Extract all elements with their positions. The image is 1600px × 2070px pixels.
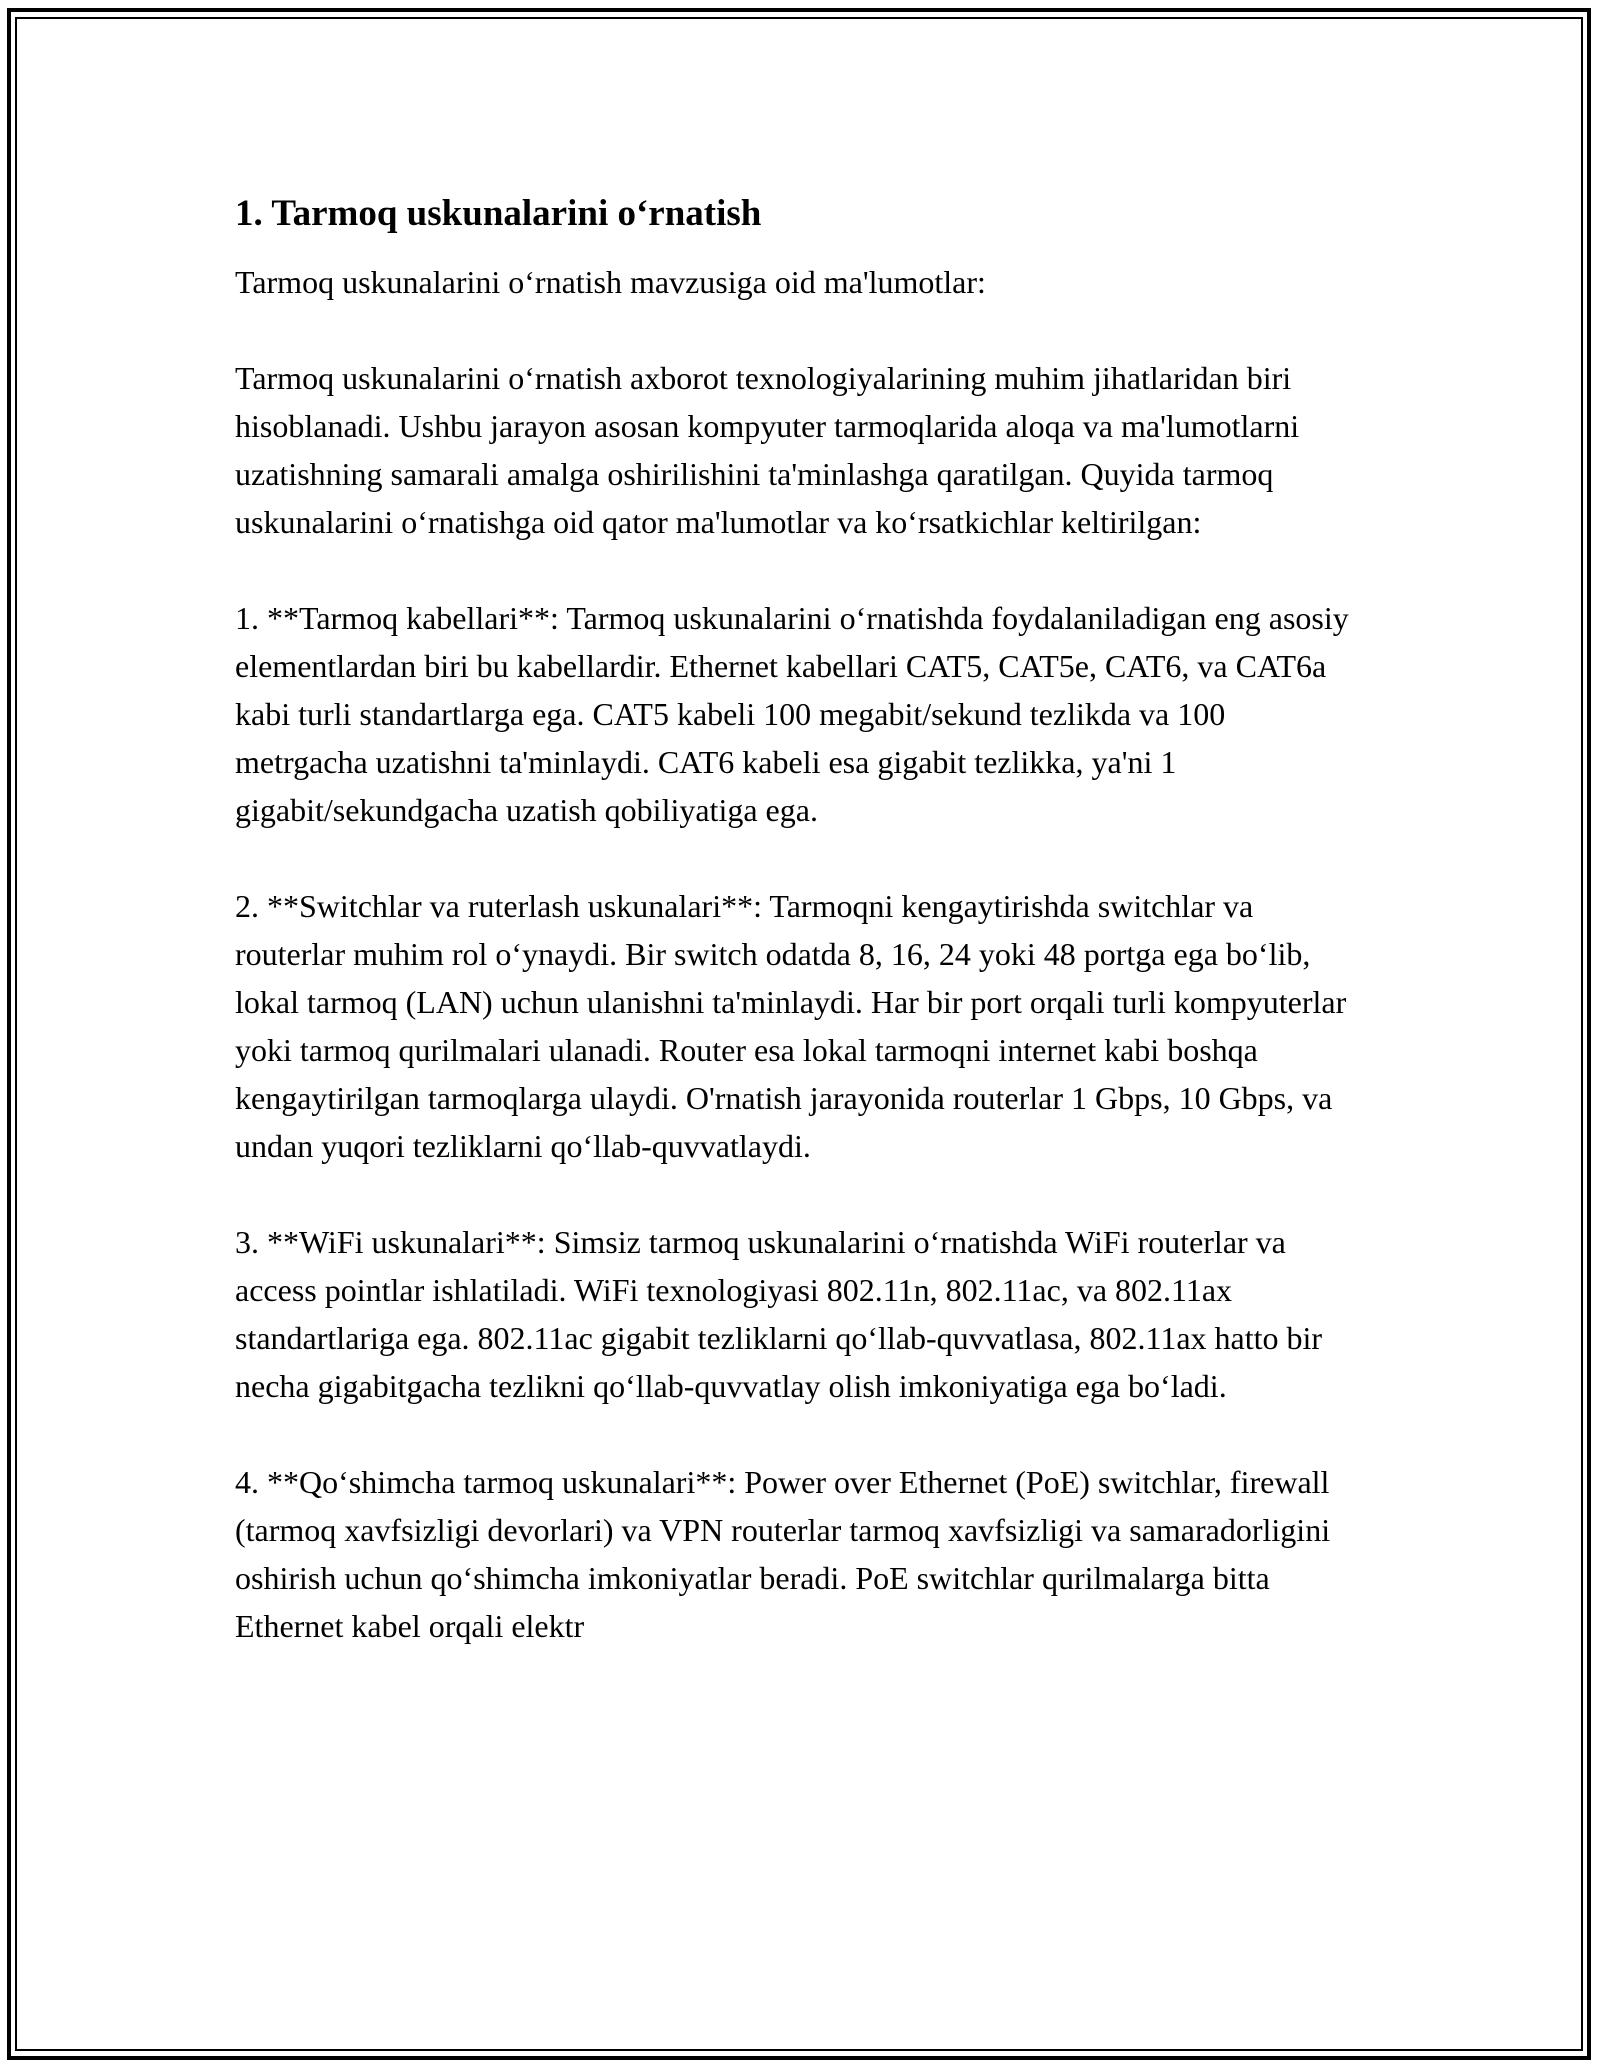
paragraph-additional-equipment: 4. **Qo‘shimcha tarmoq uskunalari**: Power over Ethernet (PoE) switchlar, firewall (tarmoq xavfsizligi devorlari) va VPN routerlar tarmoq xavfsizligi va samaradorligini oshirish uchun qo‘shimcha imkoniyatlar beradi. PoE switchlar qurilmalarga bitta Ethernet kabel orqali elektr <box>235 1464 1331 1644</box>
intro-text: Tarmoq uskunalarini o‘rnatish mavzusiga oid ma'lumotlar: <box>235 264 986 300</box>
paragraph-overview: Tarmoq uskunalarini o‘rnatish axborot texnologiyalarining muhim jihatlaridan biri hisoblanadi. Ushbu jarayon asosan kompyuter tarmoqlarida aloqa va ma'lumotlarni uzatishning samarali amalga oshirilishini ta'minlashga qaratilgan. Quyida tarmoq uskunalarini o‘rnatishga oid qator ma'lumotlar va ko‘rsatkichlar keltirilgan: <box>235 360 1300 540</box>
paragraph-wifi: 3. **WiFi uskunalari**: Simsiz tarmoq uskunalarini o‘rnatishda WiFi routerlar va access pointlar ishlatiladi. WiFi texnologiyasi 802.11n, 802.11ac, va 802.11ax standartlariga ega. 802.11ac gigabit tezliklarni qo‘llab-quvvatlasa, 802.11ax hatto bir necha gigabitgacha tezlikni qo‘llab-quvvatlay olish imkoniyatiga ega bo‘ladi. <box>235 1224 1323 1404</box>
page-title: 1. Tarmoq uskunalarini o‘rnatish <box>235 193 762 234</box>
paragraph-cables: 1. **Tarmoq kabellari**: Tarmoq uskunalarini o‘rnatishda foydalaniladigan eng asosiy elementlardan biri bu kabellardir. Ethernet kabellari CAT5, CAT5e, CAT6, va CAT6a kabi turli standartlarga ega. CAT5 kabeli 100 megabit/sekund tezlikda va 100 metrgacha uzatishni ta'minlaydi. CAT6 kabeli esa gigabit tezlikka, ya'ni 1 gigabit/sekundgacha uzatish qobiliyatiga ega. <box>235 600 1349 828</box>
paragraph-switches-routers: 2. **Switchlar va ruterlash uskunalari**: Tarmoqni kengaytirishda switchlar va routerlar muhim rol o‘ynaydi. Bir switch odatda 8, 16, 24 yoki 48 portga ega bo‘lib, lokal tarmoq (LAN) uchun ulanishni ta'minlaydi. Har bir port orqali turli kompyuterlar yoki tarmoq qurilmalari ulanadi. Router esa lokal tarmoqni internet kabi boshqa kengaytirilgan tarmoqlarga ulaydi. O'rnatish jarayonida routerlar 1 Gbps, 10 Gbps, va undan yuqori tezliklarni qo‘llab-quvvatlaydi. <box>235 888 1347 1164</box>
document-body <box>235 185 1365 1650</box>
